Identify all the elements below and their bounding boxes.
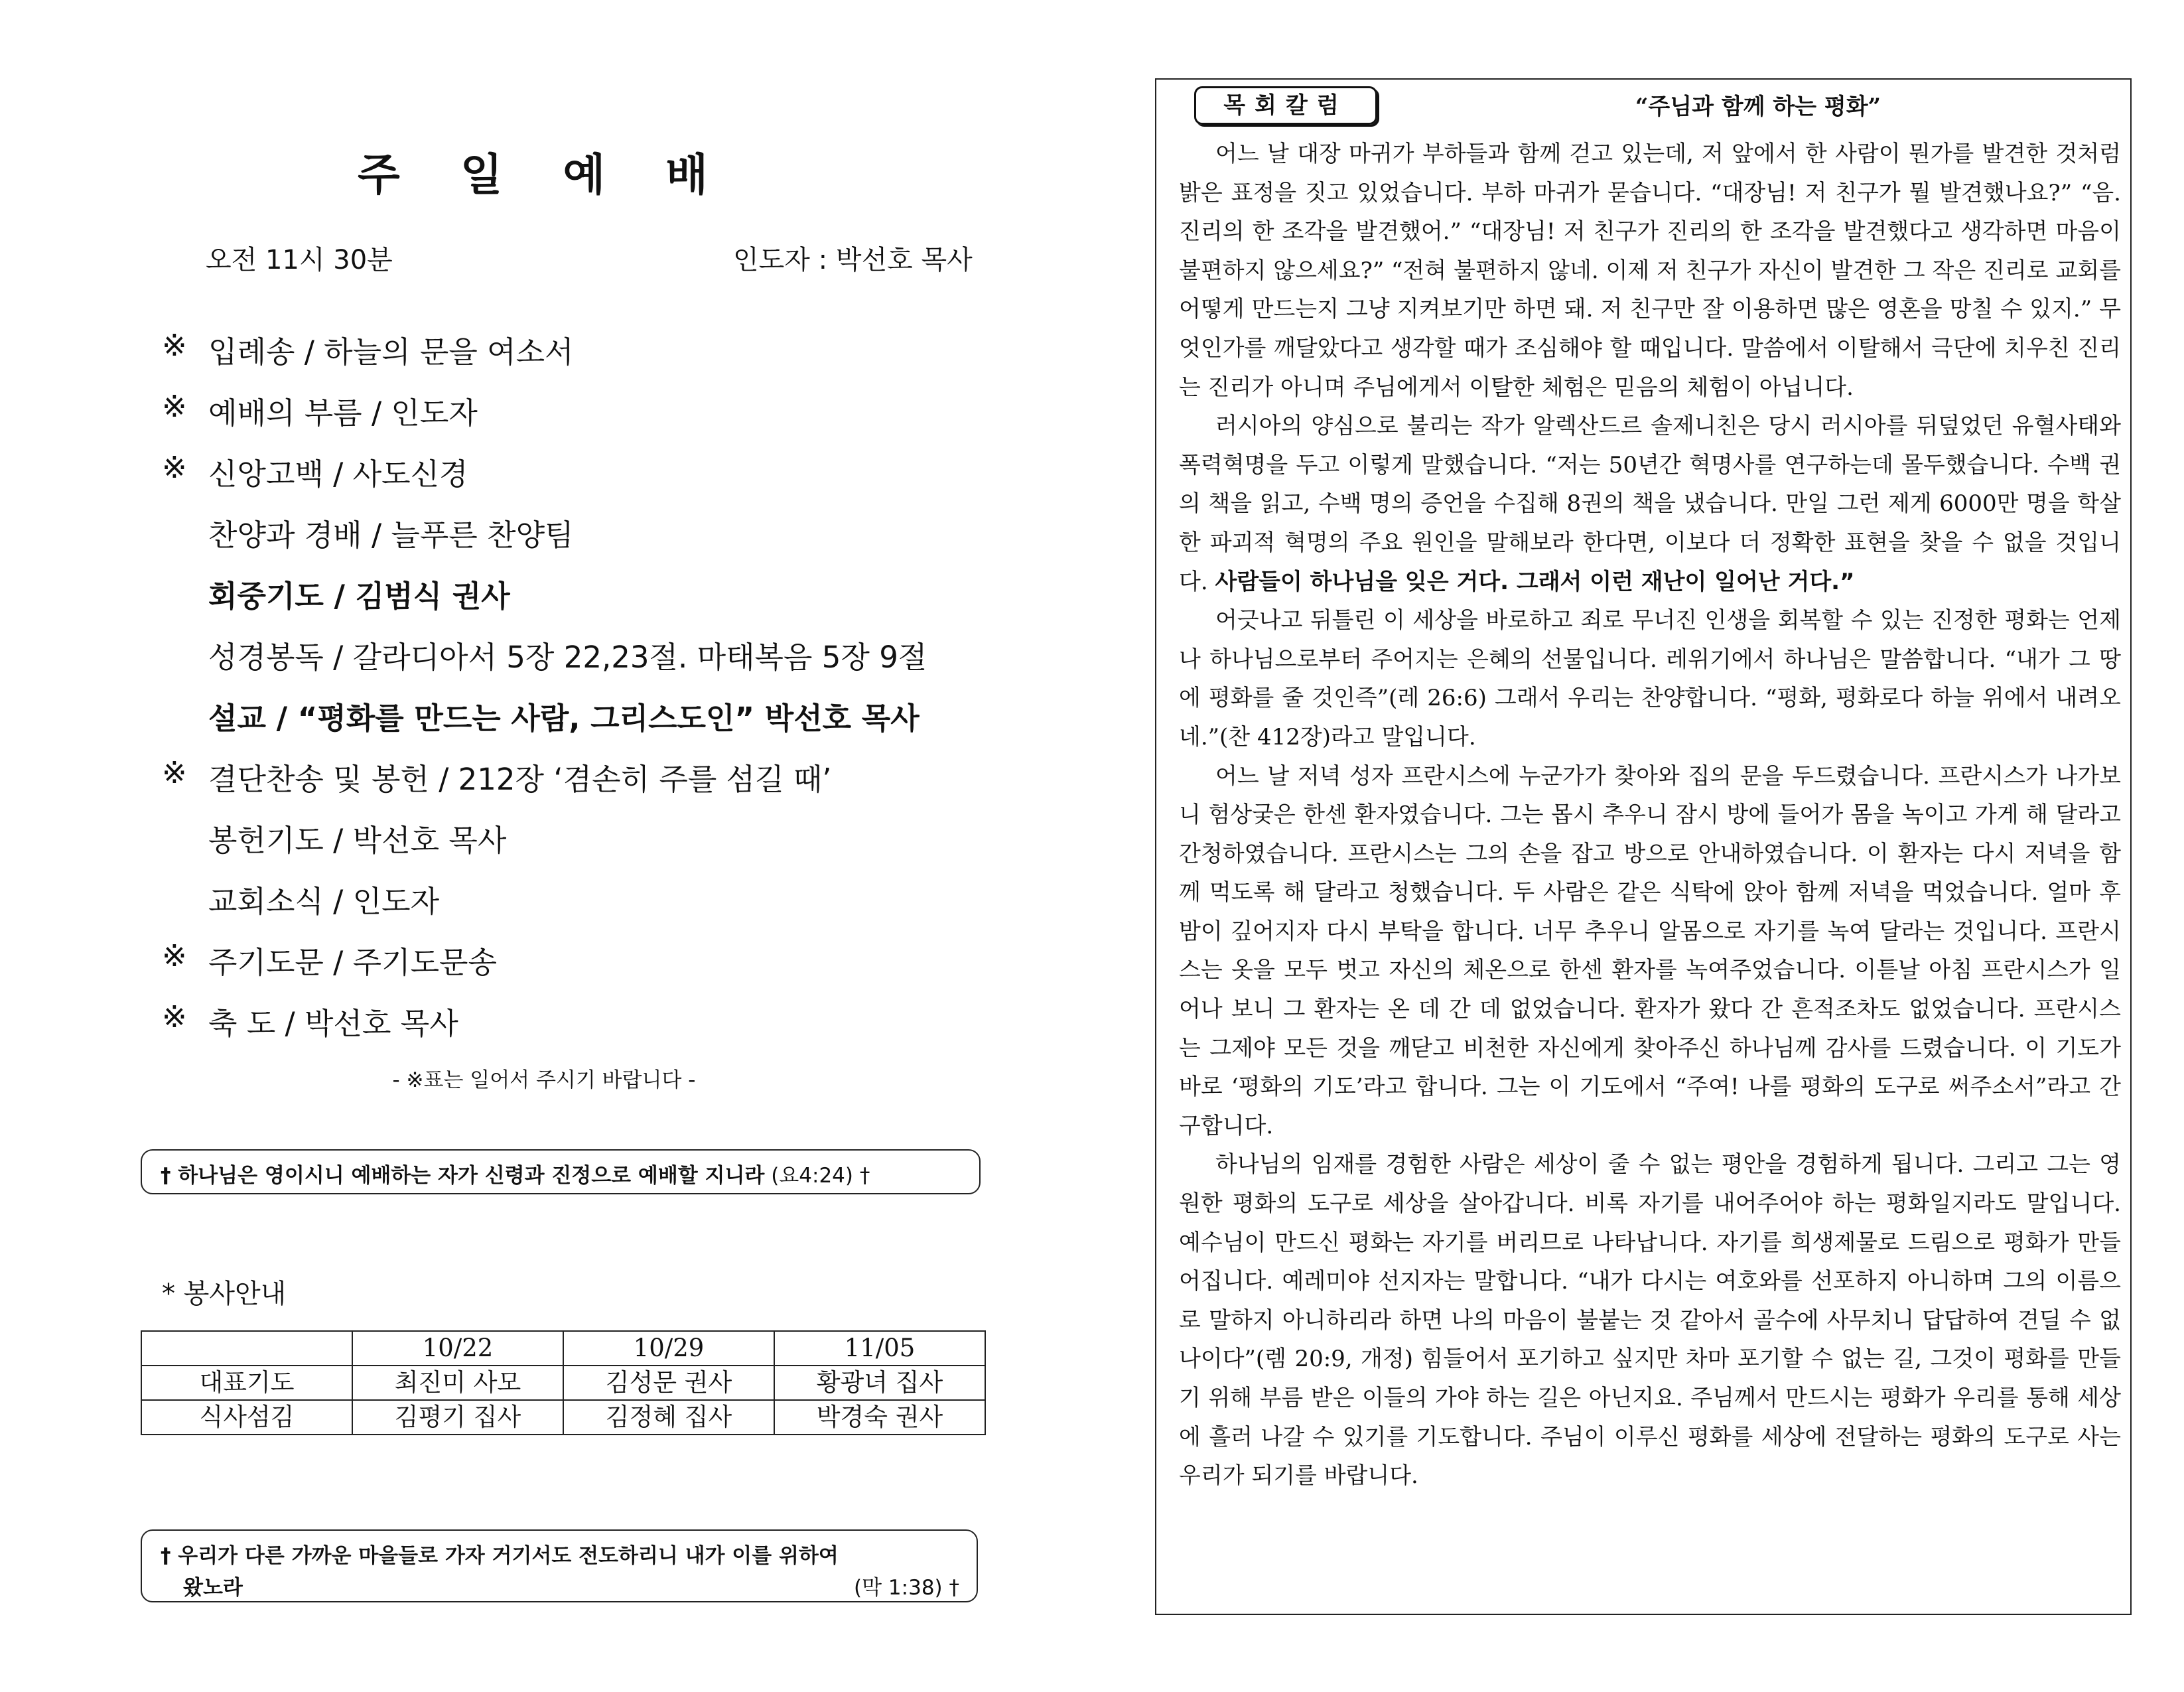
service-guide-heading: * 봉사안내 xyxy=(162,1279,287,1309)
article-paragraph: 하나님의 임재를 경험한 사람은 세상이 줄 수 없는 평안을 경험하게 됩니다. 그리고 그는 영원한 평화의 도구로 세상을 살아갑니다. 비록 자기를 내어주어야 하는 평화일지라도 말입니다. 예수님이 만드신 평화는 자기를 버리므로 나타납니다. 자기를 희생제물로 드림으로 평화가 만들어집니다. 예레미야 선지자는 말합니다. “내가 다시는 여호와를 선포하지 아니하며 그의 이름으로 말하지 아니하리라 하면 나의 마음이 불붙는 것 같아서 골수에 사무치니 답답하여 견딜 수 없나이다”(렘 20:9, 개정) 힘들어서 포기하고 싶지만 차마 포기할 수 없는 길, 그것이 평화를 만들기 위해 부름 받은 이들의 가야 하는 길은 아닌지요. 주님께서 만드시는 평화가 우리를 통해 세상에 흘러 나갈 수 있기를 기도합니다. 주님이 이루신 평화를 세상에 전달하는 평화의 도구로 사는 우리가 되기를 바랍니다. xyxy=(1179,1151,2121,1490)
table-cell: 대표기도 xyxy=(141,1366,352,1400)
order-item-text: 축 도 / 박선호 목사 xyxy=(208,1006,458,1041)
table-cell: 김성문 권사 xyxy=(563,1366,774,1400)
article-paragraph: 어느 날 대장 마귀가 부하들과 함께 걷고 있는데, 저 앞에서 한 사람이 뭔가를 발견한 것처럼 밝은 표정을 짓고 있었습니다. 부하 마귀가 묻습니다. “대장님! 저 친구가 뭘 발견했나요?” “음. 진리의 한 조각을 발견했어.” “대장님! 저 친구가 진리의 한 조각을 발견했다고 생각하면 마음이 불편하지 않으세요?” “전혀 불편하지 않네. 이제 저 친구가 자신이 발견한 그 작은 진리로 교회를 어떻게 만드는지 그냥 지켜보기만 하면 돼. 저 친구만 잘 이용하면 많은 영혼을 망칠 수 있지.” 무엇인가를 깨달았다고 생각할 때가 조심해야 할 때입니다. 말씀에서 이탈해서 극단에 치우친 진리는 진리가 아니며 주님에게서 이탈한 체험은 믿음의 체험이 아닙니다. xyxy=(1179,141,2121,401)
order-item-text: 봉헌기도 / 박선호 목사 xyxy=(208,823,507,858)
column-article xyxy=(1179,135,2121,1496)
order-item-text: 입례송 / 하늘의 문을 여소서 xyxy=(208,334,574,370)
scripture-text: † 하나님은 영이시니 예배하는 자가 신령과 진정으로 예배할 지니라 xyxy=(161,1164,765,1188)
order-item-text: 교회소식 / 인도자 xyxy=(208,884,440,919)
standing-note: - ※표는 일어서 주시기 바랍니다 - xyxy=(392,1068,696,1092)
table-cell xyxy=(141,1331,352,1366)
table-cell: 김정혜 집사 xyxy=(563,1400,774,1435)
table-row xyxy=(141,1366,985,1400)
stand-mark: ※ xyxy=(162,328,187,363)
order-item-text: 회중기도 / 김범식 권사 xyxy=(208,579,510,614)
stand-mark: ※ xyxy=(162,938,187,973)
order-item-text: 설교 / “평화를 만드는 사람, 그리스도인” 박선호 목사 xyxy=(208,701,920,736)
table-row xyxy=(141,1400,985,1435)
service-time: 오전 11시 30분 xyxy=(206,245,393,275)
table-cell: 식사섬김 xyxy=(141,1400,352,1435)
column-title: “주님과 함께 하는 평화” xyxy=(1635,94,1881,120)
table-cell: 박경숙 권사 xyxy=(774,1400,985,1435)
table-cell: 황광녀 집사 xyxy=(774,1366,985,1400)
stand-mark: ※ xyxy=(162,999,187,1034)
scripture-box-top xyxy=(141,1149,981,1194)
order-item-text: 예배의 부름 / 인도자 xyxy=(208,395,478,431)
table-cell: 10/29 xyxy=(563,1331,774,1366)
order-item-text: 성경봉독 / 갈라디아서 5장 22,23절. 마태복음 5장 9절 xyxy=(208,640,927,675)
article-paragraph xyxy=(1179,407,2121,601)
service-title: 주 일 예 배 xyxy=(358,149,730,200)
service-leader: 인도자 : 박선호 목사 xyxy=(733,245,973,275)
column-label: 목회칼럼 xyxy=(1194,86,1377,125)
article-text: 러시아의 양심으로 불리는 작가 알렉산드르 솔제니친은 당시 러시아를 뒤덮었던 유혈사태와 폭력혁명을 두고 이렇게 말했습니다. “저는 50년간 혁명사를 연구하는데 몰두했습니다. 수백 권의 책을 읽고, 수백 명의 증언을 수집해 8권의 책을 냈습니다. 만일 그런 제게 6000만 명을 학살한 파괴적 혁명의 주요 원인을 말해보라 한다면, 이보다 더 정확한 표현을 찾을 수 없을 것입니다. xyxy=(1179,413,2121,595)
scripture-box-bottom xyxy=(141,1529,978,1602)
stand-mark: ※ xyxy=(162,389,187,424)
scripture-text-line2: 왔노라 xyxy=(183,1576,243,1600)
scripture-reference: (막 1:38) † xyxy=(854,1576,959,1600)
stand-mark: ※ xyxy=(162,755,187,790)
table-header-row xyxy=(141,1331,985,1366)
order-item-text: 주기도문 / 주기도문송 xyxy=(208,945,498,980)
article-paragraph: 어느 날 저녁 성자 프란시스에 누군가가 찾아와 집의 문을 두드렸습니다. 프란시스가 나가보니 험상궂은 한센 환자였습니다. 그는 몹시 추우니 잠시 방에 들어가 몸을 녹이고 가게 해 달라고 간청하였습니다. 프란시스는 그의 손을 잡고 방으로 안내하였습니다. 이 환자는 다시 저녁을 함께 먹도록 해 달라고 청했습니다. 두 사람은 같은 식탁에 앉아 함께 저녁을 먹었습니다. 얼마 후 밤이 깊어지자 다시 부탁을 합니다. 너무 추우니 알몸으로 자기를 녹여 달라는 것입니다. 프란시스는 옷을 모두 벗고 자신의 체온으로 한센 환자를 녹여주었습니다. 이튿날 아침 프란시스가 일어나 보니 그 환자는 온 데 간 데 없었습니다. 환자가 왔다 간 흔적조차도 없었습니다. 프란시스는 그제야 모든 것을 깨닫고 비천한 자신에게 찾아주신 하나님께 감사를 드렸습니다. 이 기도가 바로 ‘평화의 기도’라고 합니다. 그는 이 기도에서 “주여! 나를 평화의 도구로 써주소서”라고 간구합니다. xyxy=(1179,762,2121,1139)
article-paragraph: 어긋나고 뒤틀린 이 세상을 바로하고 죄로 무너진 인생을 회복할 수 있는 진정한 평화는 언제나 하나님으로부터 주어지는 은혜의 선물입니다. 레위기에서 하나님은 말씀합니다. “내가 그 땅에 평화를 줄 것인즉”(레 26:6) 그래서 우리는 찬양합니다. “평화, 평화로다 하늘 위에서 내려오네.”(찬 412장)라고 말입니다. xyxy=(1179,607,2121,750)
order-item-text: 신앙고백 / 사도신경 xyxy=(208,457,468,492)
table-cell: 10/22 xyxy=(352,1331,563,1366)
order-item-text: 찬양과 경배 / 늘푸른 찬양팀 xyxy=(208,518,574,553)
scripture-text-line1: † 우리가 다른 가까운 마을들로 가자 거기서도 전도하리니 내가 이를 위하여 xyxy=(161,1544,839,1568)
article-emphasis: 사람들이 하나님을 잊은 거다. 그래서 이런 재난이 일어난 거다.” xyxy=(1215,568,1855,595)
table-cell: 김평기 집사 xyxy=(352,1400,563,1435)
scripture-reference: (요4:24) † xyxy=(764,1164,870,1188)
stand-mark: ※ xyxy=(162,450,187,485)
table-cell: 최진미 사모 xyxy=(352,1366,563,1400)
order-item-text: 결단찬송 및 봉헌 / 212장 ‘겸손히 주를 섬길 때’ xyxy=(208,762,832,797)
service-guide-table xyxy=(141,1330,986,1435)
table-cell: 11/05 xyxy=(774,1331,985,1366)
